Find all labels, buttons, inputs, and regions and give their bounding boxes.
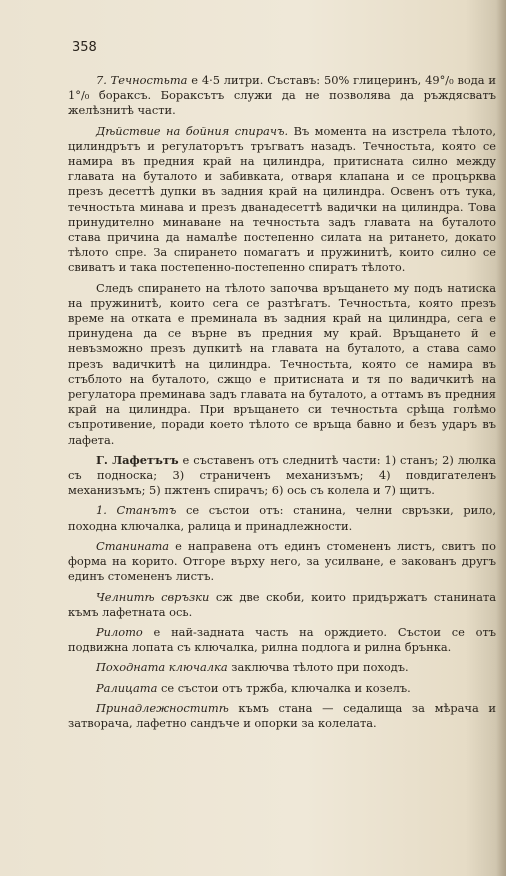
paragraph-stan <box>68 503 496 533</box>
paragraph-chelni-svrazki <box>68 590 496 620</box>
body-text <box>68 73 496 736</box>
paragraph-ralica <box>68 681 496 696</box>
paragraph-pohodna-kliuchalka <box>68 660 496 675</box>
paragraph-deistvie <box>68 124 496 276</box>
paragraph-lead: Ралицата <box>96 680 158 695</box>
page-number: 358 <box>72 40 97 55</box>
paragraph-text: Въ момента на изстрела тѣлото, цилиндрътъ и регулаторътъ тръгватъ назадъ. Течностьта, която се намира въ предния край на цилиндра, притисната силно между главата на буталото и забивката, отваря клапана и се процърква презъ десеттѣ дупки въ задния край на цилиндра. Освенъ отъ тука, течностьта минава и презъ дванадесеттѣ вадички на цилиндра. Това принудително минаване на течностьта задъ главата на буталото става причина да намалѣе постепенно силата на ритането, докато тѣлото спре. За спирането помагатъ и пружинитѣ, които силно се свиватъ и така постепенно-постепенно спиратъ тѣлото. <box>68 123 496 275</box>
paragraph-lead: Рилото <box>96 624 143 639</box>
paragraph-technostta <box>68 73 496 119</box>
paragraph-lafet <box>68 453 496 499</box>
paragraph-text: заключва тѣлото при походъ. <box>227 660 409 675</box>
paragraph-text: е съставенъ отъ следнитѣ части: 1) станъ; 2) люлка съ подноска; 3) страниченъ механизъмъ; 4) повдигателенъ механизъмъ; 5) пжтенъ спирачъ; 6) ось съ колела и 7) щитъ. <box>68 452 496 498</box>
paragraph-vrashtane <box>68 281 496 448</box>
paragraph-lead: 1. Станътъ <box>96 503 177 518</box>
paragraph-text: Следъ спирането на тѣлото започва връщането му подъ натиска на пружинитѣ, които сега се разтѣгатъ. Течностьта, която презъ време на отката е преминала въ задния край на цилиндра, сега е принудена да се върне въ предния му край. Връщането й е невъзможно презъ дупкитѣ на главата на буталото, а става само презъ вадичкитѣ на цилиндра. Течностьта, която се намира въ стъблото на буталото, сжщо е притисната и тя по вадичкитѣ на регулатора преминава задъ главата на буталото, а оттамъ въ предния край на цилиндра. При връщането си течностьта срѣща голѣмо съпротивение, поради което тѣлото се връща бавно и безъ ударъ въ лафета. <box>68 280 496 447</box>
paragraph-text: сж две скоби, които придържатъ станината къмъ лафетната ось. <box>68 589 496 619</box>
paragraph-prinadlejnosti <box>68 701 496 731</box>
paragraph-text: къмъ стана — седалища за мѣрача и затворача, лафетно сандъче и опорки за колелата. <box>68 700 496 730</box>
paragraph-stanina <box>68 539 496 585</box>
paragraph-text: е 4·5 литри. Съставъ: 50% глицеринъ, 49°/₀ вода и 1°/₀ бораксъ. Бораксътъ служи да не позволява да ръждясватъ желѣзнитѣ части. <box>68 73 497 118</box>
paragraph-text: се състои отъ тржба, ключалка и козелъ. <box>157 680 411 695</box>
paragraph-lead: Принадлежноститѣ <box>96 700 229 715</box>
paragraph-lead: Походната ключалка <box>96 660 228 675</box>
paragraph-text: е най-задната часть на орждието. Състои се отъ подвижна лопата съ ключалка, рилна подлога и рилна брънка. <box>68 624 496 655</box>
paragraph-lead: Г. Лафетътъ <box>96 452 179 467</box>
paragraph-lead: Станината <box>96 538 170 553</box>
paragraph-lead: Дѣйствие на бойния спирачъ. <box>96 123 289 138</box>
paragraph-text: е направена отъ единъ стомененъ листъ, свитъ по форма на корито. Отгоре върху него, за усилване, е закованъ другъ единъ стомененъ листъ. <box>68 538 496 584</box>
paragraph-lead: 7. Течностьта <box>96 73 188 87</box>
paragraph-text: се състои отъ: станина, челни свръзки, рило, походна ключалка, ралица и принадлежности. <box>68 503 496 533</box>
paragraph-rilo <box>68 625 496 655</box>
paragraph-lead: Челнитѣ свръзки <box>96 589 210 604</box>
page-edge-shadow <box>496 0 506 876</box>
